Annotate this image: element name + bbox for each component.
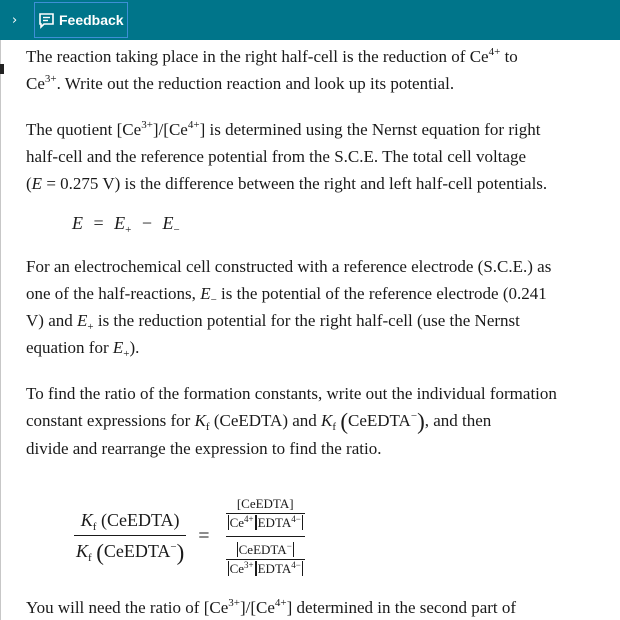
paragraph-formation-constants: To find the ratio of the formation constants, write out the individual formation constant expressions for $K_f$ (CeEDTA) and $K_f$ (CeEDTA−), and then divide and rearrange the expression to find the ratio.	[26, 384, 557, 458]
ceedta-minus-fraction: $\frac{CeEDTA^-}{Ce^{3+} EDTA^{4-}}$	[226, 542, 305, 577]
paragraph-quotient: The quotient $[Ce^{3+}]/[Ce^{4+}]$ is determined using the Nernst equation for right half-cell and the reference potential from the S.C.E. The total cell voltage (E = 0.275 V) is the difference between the right and left half-cell potentials.	[26, 119, 548, 193]
formation-constant-ratio-equation	[74, 481, 606, 591]
kf-ratio-fraction: $\frac{K_f (CeEDTA)}{K_f (CeEDTA^-)}$	[76, 509, 185, 565]
paragraph-ratio-note: You will need the ratio of $[Ce^{3+}]/[Ce^{4+}]$ determined in the second part of	[26, 597, 517, 617]
cell-voltage-equation: $E = E_+ - E_-$	[72, 213, 180, 236]
paragraph-electrochemical-cell: For an electrochemical cell constructed with a reference electrode (S.C.E.) as one of the half-reactions, $E_-$ is the potential of the reference electrode (0.241 V) and $E_+$ is the reduction potential for the right half-cell (use the Nernst equation for $E_+$).	[26, 257, 552, 360]
concentration-ratio-fraction	[226, 496, 305, 577]
paragraph-reduction: The reaction taking place in the right half-cell is the reduction of $Ce^{4+}$ to $Ce^{3+}$. Write out the reduction reaction and look up its potential.	[26, 46, 518, 93]
feedback-bar	[0, 0, 620, 40]
feedback-button[interactable]	[34, 2, 128, 38]
panel-border	[0, 40, 1, 620]
equals-sign: =	[198, 524, 210, 547]
feedback-label: Feedback	[59, 12, 124, 28]
feedback-content	[26, 43, 606, 591]
ceedta-fraction: $\frac{\text{[CeEDTA]}}{Ce^{4+} EDTA^{4-}}$	[226, 496, 305, 531]
panel-marker	[0, 64, 4, 74]
feedback-icon	[38, 12, 55, 29]
chevron-right-icon[interactable]: ›	[12, 12, 18, 28]
